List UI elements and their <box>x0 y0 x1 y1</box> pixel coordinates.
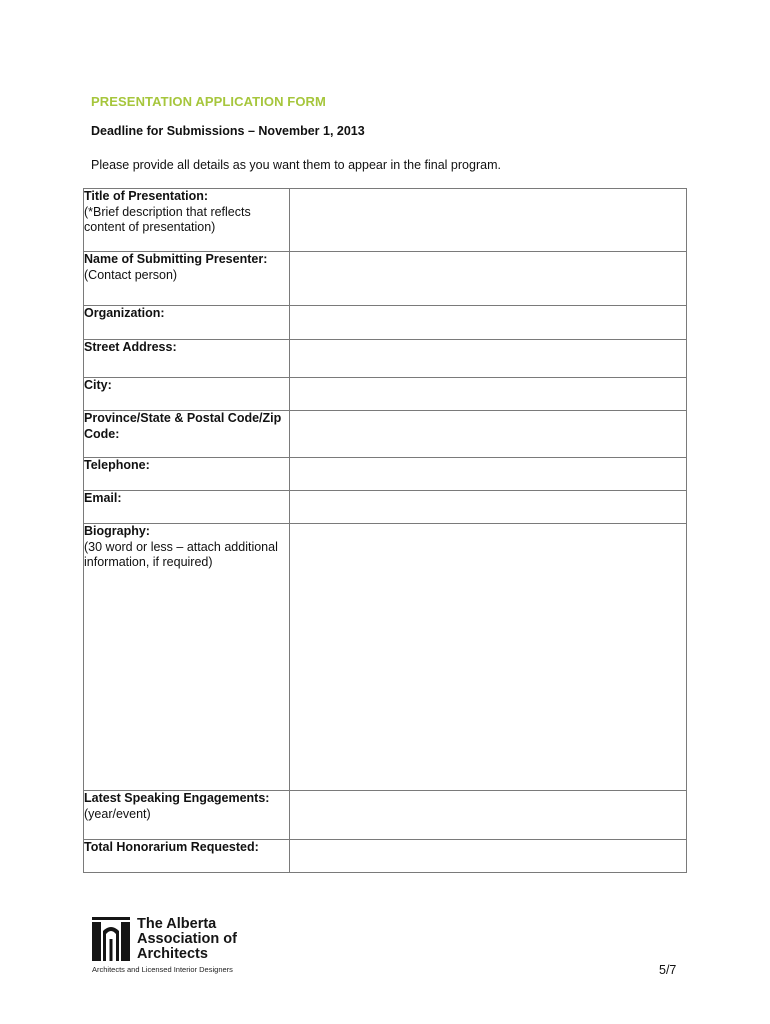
form-row-telephone <box>84 458 687 491</box>
form-row-street-address <box>84 340 687 378</box>
form-row-city <box>84 378 687 411</box>
form-row-organization <box>84 306 687 340</box>
field-label-speaking-engagements <box>84 791 290 840</box>
form-row-honorarium <box>84 840 687 873</box>
province-postal-input[interactable] <box>290 411 687 458</box>
speaking-engagements-input[interactable] <box>290 791 687 840</box>
logo-name: The Alberta Association of Architects <box>137 916 237 962</box>
application-form-table <box>83 188 687 873</box>
field-title: Province/State & Postal Code/Zip Code: <box>84 411 282 441</box>
presentation-title-input[interactable] <box>290 189 687 252</box>
field-note: (Contact person) <box>84 267 178 282</box>
field-title: Email: <box>84 491 122 505</box>
street-address-input[interactable] <box>290 340 687 378</box>
field-label-presenter <box>84 252 290 306</box>
city-input[interactable] <box>290 378 687 411</box>
arch-logo-icon <box>92 917 130 961</box>
field-note: (30 word or less – attach additional information, if required) <box>84 539 278 569</box>
submission-deadline: Deadline for Submissions – November 1, 2013 <box>91 124 365 138</box>
form-row-presenter <box>84 252 687 306</box>
field-label-organization <box>84 306 290 340</box>
form-row-speaking-engagements <box>84 791 687 840</box>
field-title: Name of Submitting Presenter: <box>84 252 268 266</box>
field-note: (year/event) <box>84 806 151 821</box>
form-row-email <box>84 491 687 524</box>
field-title: Title of Presentation: <box>84 189 209 203</box>
field-title: Biography: <box>84 524 150 538</box>
form-row-biography <box>84 524 687 791</box>
form-row-province-postal <box>84 411 687 458</box>
field-label-honorarium <box>84 840 290 873</box>
field-note: (*Brief description that reflects content of presentation) <box>84 204 251 234</box>
field-title: Latest Speaking Engagements: <box>84 791 270 805</box>
form-instructions: Please provide all details as you want them to appear in the final program. <box>91 158 501 172</box>
form-title: PRESENTATION APPLICATION FORM <box>91 94 326 109</box>
field-title: Organization: <box>84 306 165 320</box>
field-label-telephone <box>84 458 290 491</box>
field-label-email <box>84 491 290 524</box>
field-label-street-address <box>84 340 290 378</box>
organization-input[interactable] <box>290 306 687 340</box>
field-label-title <box>84 189 290 252</box>
presenter-name-input[interactable] <box>290 252 687 306</box>
form-row-title <box>84 189 687 252</box>
field-title: Telephone: <box>84 458 150 472</box>
field-label-biography <box>84 524 290 791</box>
association-logo <box>92 917 292 977</box>
field-title: Street Address: <box>84 340 177 354</box>
field-label-city <box>84 378 290 411</box>
field-title: City: <box>84 378 112 392</box>
field-title: Total Honorarium Requested: <box>84 840 259 854</box>
honorarium-input[interactable] <box>290 840 687 873</box>
email-input[interactable] <box>290 491 687 524</box>
page-number: 5/7 <box>659 963 677 977</box>
telephone-input[interactable] <box>290 458 687 491</box>
biography-input[interactable] <box>290 524 687 791</box>
field-label-province-postal <box>84 411 290 458</box>
logo-tagline: Architects and Licensed Interior Designers <box>92 965 233 974</box>
